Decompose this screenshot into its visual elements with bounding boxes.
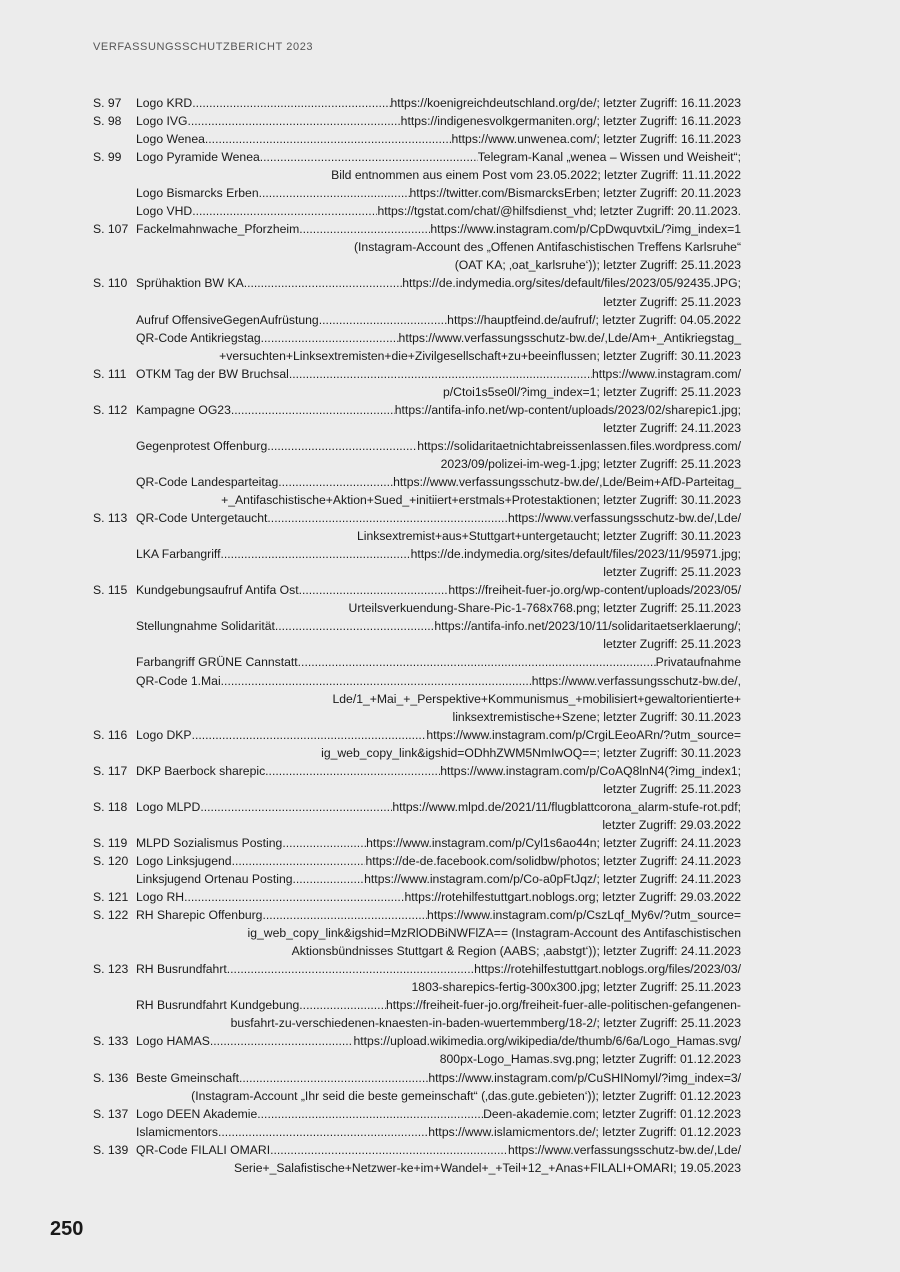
credit-title: Logo HAMAS (136, 1034, 210, 1049)
credit-source: https://www.islamicmentors.de/; letzter Zugriff: 01.12.2023 (428, 1124, 741, 1139)
page-reference: S. 115 (93, 583, 128, 598)
credit-source: https://www.instagram.com/p/CoAQ8lnN4(?img_index1; (440, 763, 741, 778)
page-reference: S. 137 (93, 1106, 129, 1121)
dot-leader (220, 545, 410, 563)
credit-source: https://indigenesvolkgermaniten.org/; letzter Zugriff: 16.11.2023 (400, 114, 741, 129)
credit-source-continuation: (Instagram-Account „Ihr seid die beste gemeinschaft“ (‚das.gute.gebieten‘)); letzter Zugriff: 01.12.2023 (191, 1088, 741, 1103)
credit-source: https://upload.wikimedia.org/wikipedia/de/thumb/6/6a/Logo_Hamas.svg/ (353, 1034, 741, 1049)
credit-source: https://www.verfassungsschutz-bw.de/,Lde/Am+_Antikriegstag_ (398, 330, 741, 345)
credit-title: QR-Code Untergetaucht (136, 511, 268, 526)
dot-leader (261, 329, 399, 347)
dot-leader (262, 906, 427, 924)
credit-source-continuation: (Instagram-Account des „Offenen Antifaschistischen Treffens Karlsruhe“ (353, 240, 741, 255)
credit-entry (93, 94, 741, 112)
credit-title: RH Busrundfahrt (136, 962, 227, 977)
dot-leader (239, 1069, 428, 1087)
dot-leader (188, 112, 401, 130)
credit-title: Logo Linksjugend (136, 853, 232, 868)
credit-entry (93, 509, 741, 545)
credit-title: DKP Baerbock sharepic (136, 763, 266, 778)
credit-entry (93, 473, 741, 509)
credit-title: LKA Farbangriff (136, 547, 221, 562)
dot-leader (231, 401, 395, 419)
credit-title: Logo Bismarcks Erben (136, 186, 259, 201)
credit-entry (93, 148, 741, 184)
credit-source: Privataufnahme (655, 655, 741, 670)
credit-entry (93, 798, 741, 834)
dot-leader (192, 94, 390, 112)
credit-entry (93, 888, 741, 906)
credit-title: QR-Code Landesparteitag (136, 474, 279, 489)
credit-entry (93, 834, 741, 852)
dot-leader (232, 852, 366, 870)
dot-leader (265, 762, 440, 780)
dot-leader (192, 202, 377, 220)
dot-leader (275, 617, 434, 635)
credit-source-continuation: 2023/09/polizei-im-weg-1.jpg; letzter Zugriff: 25.11.2023 (440, 456, 741, 471)
dot-leader (259, 184, 410, 202)
credit-source-continuation: 1803-sharepics-fertig-300x300.jpg; letzter Zugriff: 25.11.2023 (411, 980, 741, 995)
dot-leader (192, 726, 427, 744)
credit-source: https://hauptfeind.de/aufruf/; letzter Zugriff: 04.05.2022 (447, 312, 741, 327)
credit-entry (93, 329, 741, 365)
credit-source: https://www.instagram.com/p/CrgiLEeoARn/?utm_source= (426, 727, 741, 742)
credit-source: https://www.verfassungsschutz-bw.de/, (531, 673, 741, 688)
dot-leader (319, 311, 447, 329)
dot-leader (267, 509, 508, 527)
credit-source: https://de.indymedia.org/sites/default/files/2023/05/92435.JPG; (402, 276, 741, 291)
credit-source: https://www.instagram.com/p/Co-a0pFtJqz/; letzter Zugriff: 24.11.2023 (364, 872, 741, 887)
credit-source: https://rotehilfestuttgart.noblogs.org/files/2023/03/ (474, 962, 741, 977)
credit-title: Logo DKP (136, 727, 192, 742)
credit-source-continuation: letzter Zugriff: 25.11.2023 (603, 565, 741, 580)
credit-source: https://www.verfassungsschutz-bw.de/,Lde/Beim+AfD-Parteitag_ (393, 474, 741, 489)
credit-entry (93, 202, 741, 220)
credit-entry (93, 274, 741, 310)
credit-source: https://www.instagram.com/p/CpDwquvtxiL/?img_index=1 (430, 222, 741, 237)
credit-entry (93, 960, 741, 996)
credit-source-continuation: Aktionsbündnisses Stuttgart & Region (AABS; ‚aabstgt‘)); letzter Zugriff: 24.11.2023 (291, 944, 741, 959)
page-reference: S. 99 (93, 150, 122, 165)
dot-leader (267, 437, 417, 455)
credit-title: Logo MLPD (136, 799, 201, 814)
credit-entry (93, 906, 741, 960)
credit-source: https://de-de.facebook.com/solidbw/photos; letzter Zugriff: 24.11.2023 (365, 853, 741, 868)
image-credits-list (93, 94, 741, 1177)
credit-title: Aufruf OffensiveGegenAufrüstung (136, 312, 319, 327)
page-number: 250 (50, 1218, 84, 1240)
credit-title: Logo Wenea (136, 132, 205, 147)
credit-title: Logo Pyramide Wenea (136, 150, 260, 165)
credit-entry (93, 996, 741, 1032)
running-header: VERFASSUNGSSCHUTZBERICHT 2023 (93, 41, 314, 53)
credit-entry (93, 870, 741, 888)
page-reference: S. 122 (93, 908, 129, 923)
credit-title: Logo VHD (136, 204, 193, 219)
credit-title: Fackelmahnwache_Pforzheim (136, 222, 300, 237)
credit-entry (93, 852, 741, 870)
credit-entry (93, 112, 741, 130)
credit-entry (93, 653, 741, 671)
credit-entry (93, 581, 741, 617)
dot-leader (210, 1032, 354, 1050)
credit-title: Farbangriff GRÜNE Cannstatt (136, 655, 298, 670)
page-reference: S. 118 (93, 799, 128, 814)
credit-entry (93, 365, 741, 401)
credit-source: https://www.unwenea.com/; letzter Zugriff: 16.11.2023 (451, 132, 741, 147)
dot-leader (270, 1141, 508, 1159)
credit-title: QR-Code Antikriegstag (136, 330, 261, 345)
dot-leader (205, 130, 452, 148)
credit-source: https://tgstat.com/chat/@hilfsdienst_vhd; letzter Zugriff: 20.11.2023. (377, 204, 741, 219)
credit-entry (93, 130, 741, 148)
dot-leader (227, 960, 474, 978)
page-reference: S. 123 (93, 962, 129, 977)
dot-leader (221, 672, 532, 690)
credit-title: Logo IVG (136, 114, 188, 129)
credit-title: Logo KRD (136, 96, 193, 110)
credit-source: https://solidaritaetnichtabreissenlassen.files.wordpress.com/ (417, 438, 741, 453)
credit-title: Islamicmentors (136, 1124, 218, 1139)
page-reference: S. 111 (93, 366, 127, 381)
credit-source: https://rotehilfestuttgart.noblogs.org; letzter Zugriff: 29.03.2022 (404, 890, 741, 905)
credit-entry (93, 437, 741, 473)
credit-entry (93, 184, 741, 202)
credit-source: https://www.instagram.com/p/CszLqf_My6v/?utm_source= (427, 908, 741, 923)
credit-title: RH Sharepic Offenburg (136, 908, 263, 923)
credit-entry (93, 401, 741, 437)
credit-title: Logo DEEN Akademie (136, 1106, 258, 1121)
page-reference: S. 113 (93, 511, 128, 526)
credit-title: RH Busrundfahrt Kundgebung (136, 998, 300, 1013)
dot-leader (299, 996, 386, 1014)
credit-source: https://www.verfassungsschutz-bw.de/,Lde/ (507, 511, 741, 526)
page-reference: S. 112 (93, 402, 128, 417)
credit-entry (93, 545, 741, 581)
credit-title: Kundgebungsaufruf Antifa Ost (136, 583, 299, 598)
credit-source-continuation: 800px-Logo_Hamas.svg.png; letzter Zugriff: 01.12.2023 (439, 1052, 741, 1067)
credit-source: https://freiheit-fuer-jo.org/wp-content/uploads/2023/05/ (448, 583, 741, 598)
dot-leader (184, 888, 404, 906)
dot-leader (260, 148, 478, 166)
credit-source: https://www.mlpd.de/2021/11/flugblattcorona_alarm-stufe-rot.pdf; (392, 799, 741, 814)
page-reference: S. 110 (93, 276, 128, 291)
credit-title: Linksjugend Ortenau Posting (136, 872, 293, 887)
page-reference: S. 97 (93, 96, 122, 110)
credit-source-continuation: Linksextremist+aus+Stuttgart+untergetaucht; letzter Zugriff: 30.11.2023 (356, 529, 741, 544)
credit-source: https://koenigreichdeutschland.org/de/; letzter Zugriff: 16.11.2023 (390, 96, 741, 110)
page-reference: S. 133 (93, 1034, 129, 1049)
credit-title: QR-Code FILALI OMARI (136, 1142, 271, 1157)
credit-entry (93, 726, 741, 762)
credit-source-continuation: Lde/1_+Mai_+_Perspektive+Kommunismus_+mobilisiert+gewaltorientierte+ (332, 691, 741, 706)
credit-source: https://www.instagram.com/ (591, 366, 741, 381)
credit-title: Sprühaktion BW KA (136, 276, 244, 291)
credit-source: https://www.verfassungsschutz-bw.de/,Lde/ (507, 1142, 741, 1157)
credit-entry (93, 1032, 741, 1068)
credit-source-continuation: +versuchten+Linksextremisten+die+Zivilgesellschaft+zu+beeinflussen; letzter Zugriff: 30.11.2023 (219, 348, 741, 363)
dot-leader (299, 220, 430, 238)
credit-source-continuation: letzter Zugriff: 25.11.2023 (603, 781, 741, 796)
credit-entry (93, 672, 741, 726)
credit-source-continuation: (OAT KA; ‚oat_karlsruhe‘)); letzter Zugriff: 25.11.2023 (454, 258, 741, 273)
credit-title: Stellungnahme Solidarität (136, 619, 275, 634)
dot-leader (293, 870, 365, 888)
page-reference: S. 107 (93, 222, 129, 237)
dot-leader (299, 581, 449, 599)
credit-entry (93, 220, 741, 274)
credit-source: https://www.instagram.com/p/CuSHINomyl/?img_index=3/ (428, 1070, 741, 1085)
page-reference: S. 98 (93, 114, 122, 129)
credit-source-continuation: Bild entnommen aus einem Post vom 23.05.2022; letzter Zugriff: 11.11.2022 (331, 168, 741, 183)
dot-leader (278, 473, 393, 491)
credit-entry (93, 762, 741, 798)
credit-source: https://twitter.com/BismarcksErben; letzter Zugriff: 20.11.2023 (409, 186, 741, 201)
credit-source-continuation: p/Ctoi1s5se0l/?img_index=1; letzter Zugriff: 25.11.2023 (443, 384, 741, 399)
page-reference: S. 121 (93, 890, 129, 905)
dot-leader (257, 1105, 483, 1123)
credit-entry (93, 1123, 741, 1141)
credit-source: https://antifa-info.net/2023/10/11/solidaritaetserklaerung/; (434, 619, 741, 634)
credit-source-continuation: busfahrt-zu-verschiedenen-knaesten-in-baden-wuertemmberg/18-2/; letzter Zugriff: 25.11.2023 (230, 1016, 741, 1031)
credit-source-continuation: Serie+_Salafistische+Netzwer-ke+im+Wandel+_+Teil+12_+Anas+FILALI+OMARI; 19.05.2023 (234, 1160, 741, 1175)
credit-title: Gegenprotest Offenburg (136, 438, 268, 453)
page-reference: S. 136 (93, 1070, 129, 1085)
credit-source-continuation: letzter Zugriff: 25.11.2023 (603, 294, 741, 309)
page-reference: S. 116 (93, 727, 128, 742)
credit-source-continuation: +_Antifaschistische+Aktion+Sued_+initiiert+erstmals+Protestaktionen; letzter Zugriff: 30.11.2023 (221, 493, 741, 508)
page-reference: S. 139 (93, 1142, 129, 1157)
dot-leader (298, 653, 656, 671)
credit-source-continuation: letzter Zugriff: 24.11.2023 (603, 420, 741, 435)
credit-entry (93, 617, 741, 653)
credit-source: https://www.instagram.com/p/Cyl1s6ao44n; letzter Zugriff: 24.11.2023 (366, 835, 741, 850)
credit-entry (93, 1105, 741, 1123)
credit-title: Logo RH (136, 890, 185, 905)
credit-source-continuation: ig_web_copy_link&igshid=ODhhZWM5NmIwOQ==; letzter Zugriff: 30.11.2023 (321, 745, 741, 760)
credit-entry (93, 1141, 741, 1177)
credit-source: Deen-akademie.com; letzter Zugriff: 01.12.2023 (483, 1106, 741, 1121)
dot-leader (244, 274, 403, 292)
credit-source: https://freiheit-fuer-jo.org/freiheit-fuer-alle-politischen-gefangenen- (386, 998, 741, 1013)
credit-title: OTKM Tag der BW Bruchsal (136, 366, 289, 381)
credit-entry (93, 1069, 741, 1105)
dot-leader (282, 834, 366, 852)
credit-source-continuation: letzter Zugriff: 25.11.2023 (603, 637, 741, 652)
credit-source: Telegram-Kanal „wenea – Wissen und Weisheit“; (477, 150, 741, 165)
credit-source-continuation: letzter Zugriff: 29.03.2022 (602, 817, 741, 832)
credit-source-continuation: ig_web_copy_link&igshid=MzRlODBiNWFlZA== (Instagram-Account des Antifaschistischen (247, 926, 741, 941)
dot-leader (218, 1123, 428, 1141)
page-reference: S. 117 (93, 763, 128, 778)
credit-source-continuation: linksextremistische+Szene; letzter Zugriff: 30.11.2023 (452, 709, 741, 724)
credit-entry (93, 311, 741, 329)
credit-source: https://antifa-info.net/wp-content/uploads/2023/02/sharepic1.jpg; (394, 402, 741, 417)
page-reference: S. 119 (93, 835, 128, 850)
credit-title: Beste Gmeinschaft (136, 1070, 239, 1085)
dot-leader (200, 798, 392, 816)
page-reference: S. 120 (93, 853, 129, 868)
credit-title: MLPD Sozialismus Posting (136, 835, 283, 850)
credit-source: https://de.indymedia.org/sites/default/files/2023/11/95971.jpg; (410, 547, 741, 562)
dot-leader (289, 365, 592, 383)
credit-title: QR-Code 1.Mai (136, 673, 221, 688)
credit-source-continuation: Urteilsverkuendung-Share-Pic-1-768x768.png; letzter Zugriff: 25.11.2023 (348, 601, 741, 616)
credit-title: Kampagne OG23 (136, 402, 231, 417)
